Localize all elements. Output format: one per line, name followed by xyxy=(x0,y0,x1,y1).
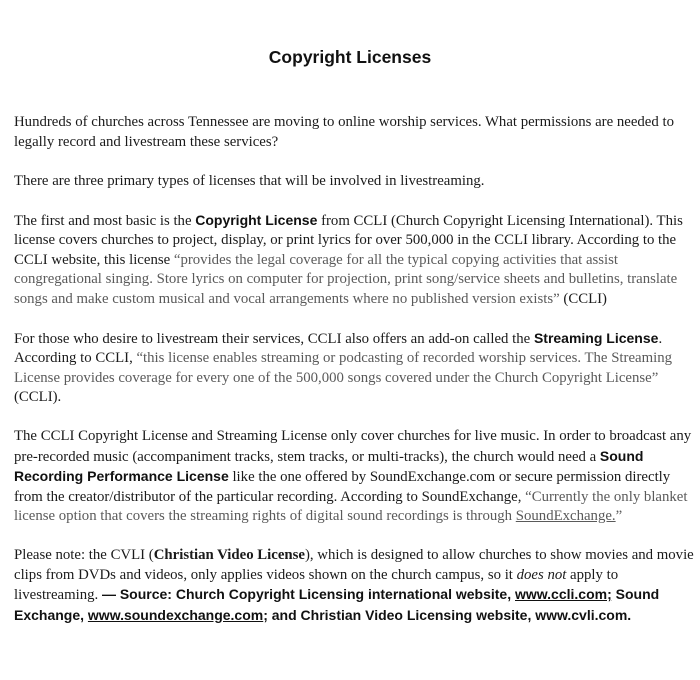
term-copyright-license: Copyright License xyxy=(195,211,318,228)
text: . According to CCLI, xyxy=(14,330,663,366)
text: Please note: the CVLI ( xyxy=(14,547,154,563)
text: The CCLI Copyright License and Streaming License only cover churches for live music. In order to broadcast any pre-recorded music (accompaniment tracks, stem tracks, or multi-tracks), the church would need a xyxy=(14,428,692,465)
paragraph-copyright-license xyxy=(14,211,694,310)
ccli-quote: “provides the legal coverage for all the typical copying activities that assist congregational singing. Store lyrics on computer for projection, print song/service sheets and bulletins, translate songs and make custom musical and vocal arrangements where no published version exists” xyxy=(14,251,678,307)
source-text: — Source: Church Copyright Licensing international website, xyxy=(101,586,515,602)
source-text: Sound Exchange, xyxy=(14,586,660,623)
soundexchange-site-link[interactable]: www.soundexchange.com xyxy=(87,606,264,623)
term-christian-video-license: Christian Video License xyxy=(153,547,305,563)
text: (CCLI). xyxy=(14,389,62,405)
text: from CCLI (Church Copyright Licensing International). This license covers churches to project, display, or print lyrics for over 500,000 in the CCLI library. According to the CCLI website, this license xyxy=(14,212,683,268)
text: (CCLI) xyxy=(559,290,607,307)
paragraph-license-types: There are three primary types of licenses that will be involved in livestreaming. xyxy=(14,172,485,189)
paragraph-streaming-license xyxy=(14,329,694,408)
text: like the one offered by SoundExchange.com or secure permission directly from the creator/distributor of the particular recording. According to SoundExchange, xyxy=(14,469,671,505)
page-title: Copyright Licenses xyxy=(268,47,432,67)
document-body xyxy=(14,113,694,646)
text: The first and most basic is the xyxy=(14,212,196,229)
term-streaming-license: Streaming License xyxy=(533,329,659,346)
soundexchange-link[interactable]: SoundExchange. xyxy=(515,508,616,524)
ccli-quote: “this license enables streaming or podcasting of recorded worship services. The Streaming License provides coverage for every one of the 500,000 songs covered under the Church Copyright License” xyxy=(14,350,673,386)
emphasis-does-not: does not xyxy=(516,566,567,583)
soundexchange-quote: “Currently the only blanket license option that covers the streaming rights of digital sound recordings is through xyxy=(14,488,688,524)
text: ” xyxy=(615,508,623,524)
term-sound-recording-license: Sound Recording Performance License xyxy=(14,447,644,484)
text: apply to livestreaming. xyxy=(14,566,619,603)
paragraph-intro: Hundreds of churches across Tennessee are moving to online worship services. What permissions are needed to legally record and livestream these services? xyxy=(14,114,674,150)
text: ), which is designed to allow churches to show movies and movie clips from DVDs and videos, only applies videos shown on the church campus, so it xyxy=(14,547,694,583)
paragraph-cvli xyxy=(14,546,694,626)
source-text: ; and Christian Video Licensing website, www.cvli.com. xyxy=(263,606,632,623)
ccli-link[interactable]: www.ccli.com; xyxy=(515,586,612,602)
paragraph-sound-recording-license xyxy=(14,427,694,527)
text: For those who desire to livestream their services, CCLI also offers an add-on called the xyxy=(14,330,534,347)
